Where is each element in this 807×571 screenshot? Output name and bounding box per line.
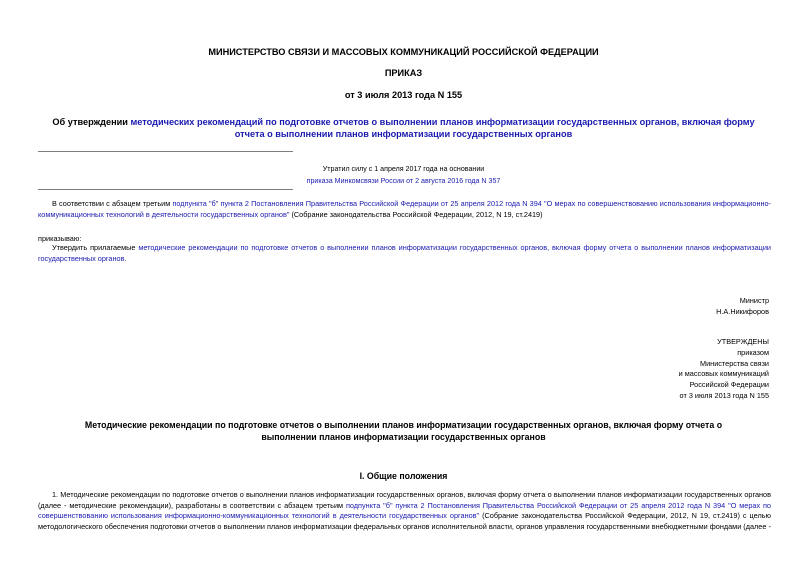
paragraph-1-text: (Собрание законодательства Российской Федерации, 2012, N 19, ст.2419) с целью методологического обеспечения подготовки отчетов о выполнении планов информатизации федеральных органов исполнительной власти, органов управления государственными внебюджетными фондами (далее - bbox=[38, 511, 771, 531]
order-title bbox=[40, 116, 767, 140]
preamble-text: В соответствии с абзацем третьим bbox=[52, 199, 173, 208]
divider-line bbox=[38, 189, 293, 190]
status-order-link[interactable]: приказа Минкомсвязи России от 2 августа 2016 года N 357 bbox=[306, 177, 501, 185]
order-paragraph bbox=[38, 243, 771, 264]
recommendations-title: Методические рекомендации по подготовке отчетов о выполнении планов информатизации государственных органов, включая форму отчета о выполнении планов информатизации государственных органов bbox=[84, 420, 723, 442]
divider-line bbox=[38, 151, 293, 152]
order-text: Утвердить прилагаемые bbox=[52, 243, 139, 252]
doc-type-heading: ПРИКАЗ bbox=[384, 68, 423, 78]
preamble-text: (Собрание законодательства Российской Федерации, 2012, N 19, ст.2419) bbox=[289, 209, 543, 219]
approved-line: и массовых коммуникаций bbox=[678, 369, 769, 379]
paragraph-1-text: 1. Методические рекомендации по подготовке отчетов о выполнении планов информатизации государственных органов, включая форму отчета о выполнении планов информатизации государственных органов (далее - методические рекомендации), разработаны в соответствии с абзацем третьим bbox=[38, 490, 771, 510]
paragraph-1-decree-link[interactable]: подпункта "б" пункта 2 Постановления Правительства Российской Федерации от 25 апреля 2012 года N 394 "О мерах по совершенствованию использования информационно-коммуникационных технологий в деятельности государственных органов" bbox=[38, 500, 771, 521]
paragraph-1 bbox=[38, 490, 771, 532]
approved-line: Министерства связи bbox=[700, 358, 769, 368]
preamble-paragraph bbox=[38, 199, 771, 220]
order-date-number: от 3 июля 2013 года N 155 bbox=[344, 90, 463, 100]
approved-block bbox=[560, 337, 769, 402]
approved-line: УТВЕРЖДЕНЫ bbox=[717, 337, 769, 346]
order-title-prefix: Об утверждении bbox=[52, 117, 131, 127]
order-verb: приказываю: bbox=[38, 234, 82, 243]
signature-name: Н.А.Никифоров bbox=[716, 307, 769, 316]
status-lost-force: Утратил силу с 1 апреля 2017 года на основании bbox=[322, 165, 485, 173]
order-title-link[interactable]: методических рекомендаций по подготовке отчетов о выполнении планов информатизации государственных органов, включая форму отчета о выполнении планов информатизации государственных органов bbox=[130, 117, 755, 139]
section-heading: I. Общие положения bbox=[359, 471, 448, 481]
approved-line: Российской Федерации bbox=[689, 380, 769, 390]
order-text: . bbox=[124, 253, 127, 263]
preamble-decree-link[interactable]: подпункта "б" пункта 2 Постановления Правительства Российской Федерации от 25 апреля 2012 года N 394 "О мерах по совершенствованию использования информационно-коммуникационных технологий в деятельности государственных органов" bbox=[38, 199, 771, 219]
approved-line: приказом bbox=[737, 347, 769, 357]
ministry-heading: МИНИСТЕРСТВО СВЯЗИ И МАССОВЫХ КОММУНИКАЦИЙ РОССИЙСКОЙ ФЕДЕРАЦИИ bbox=[208, 47, 599, 57]
order-recommendations-link[interactable]: методические рекомендации по подготовке отчетов о выполнении планов информатизации государственных органов, включая форму отчета о выполнении планов информатизации государственных органов bbox=[38, 243, 771, 263]
signature-position: Министр bbox=[739, 296, 769, 305]
approved-line: от 3 июля 2013 года N 155 bbox=[679, 390, 769, 400]
